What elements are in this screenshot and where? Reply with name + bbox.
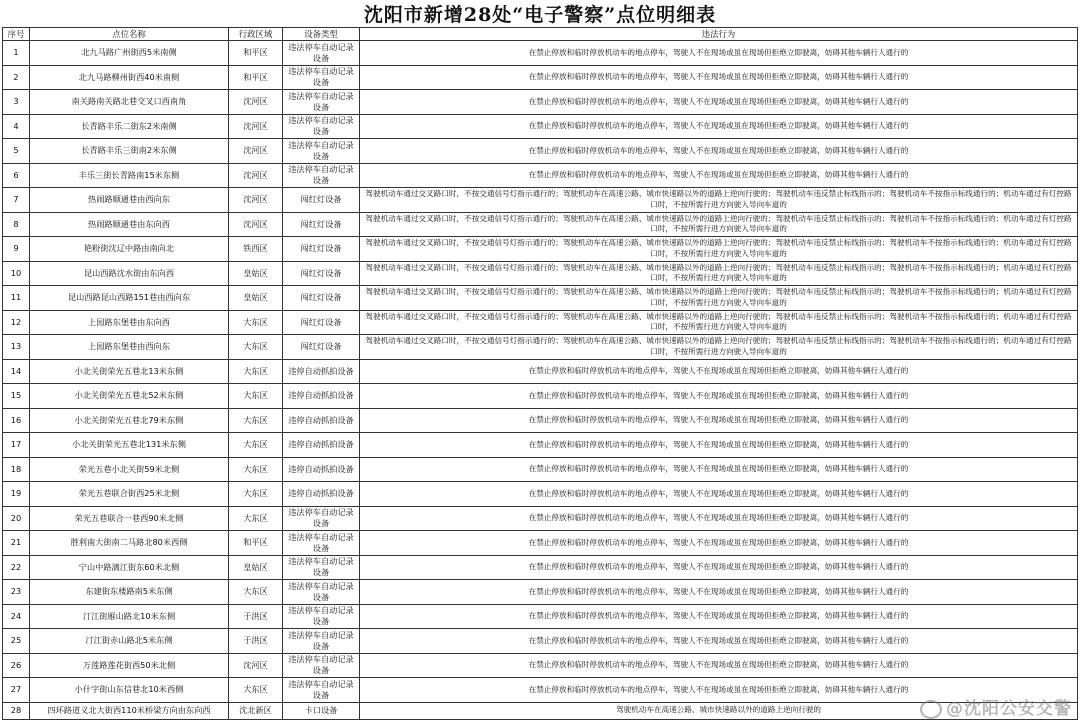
row-district: 皇姑区 <box>229 555 283 580</box>
table-row <box>3 90 1078 115</box>
table-row <box>3 531 1078 556</box>
row-location: 北九马路柳州街西40米南侧 <box>30 65 229 90</box>
row-number: 26 <box>3 653 30 678</box>
row-district: 皇姑区 <box>229 286 283 311</box>
row-device: 违法停车自动记录设备 <box>283 139 360 164</box>
row-violation: 在禁止停放和临时停放机动车的地点停车，驾驶人不在现场或虽在现场但拒绝立即驶离，妨碍其他车辆行人通行的 <box>360 163 1078 188</box>
row-number: 21 <box>3 531 30 556</box>
table-row <box>3 114 1078 139</box>
row-violation: 在禁止停放和临时停放机动车的地点停车，驾驶人不在现场或虽在现场但拒绝立即驶离，妨碍其他车辆行人通行的 <box>360 384 1078 409</box>
row-violation: 驾驶机动车通过交叉路口时，不按交通信号灯指示通行的；驾驶机动车在高速公路、城市快速路以外的道路上逆向行驶的；驾驶机动车违反禁止标线指示的；驾驶机动车不按指示标线通行的；机动车通过有灯控路口时，不按所需行进方向驶入导向车道的 <box>360 237 1078 262</box>
row-district: 大东区 <box>229 580 283 605</box>
row-district: 铁西区 <box>229 237 283 262</box>
row-district: 大东区 <box>229 678 283 703</box>
row-location: 热闹路顺通巷由东向西 <box>30 212 229 237</box>
row-district: 沈河区 <box>229 188 283 213</box>
table-row <box>3 384 1078 409</box>
row-device: 违法停车自动记录设备 <box>283 90 360 115</box>
row-device: 违法停车自动记录设备 <box>283 604 360 629</box>
row-location: 长青路丰乐三街南2米东侧 <box>30 139 229 164</box>
header-no: 序号 <box>3 28 30 41</box>
row-device: 违法停车自动记录设备 <box>283 506 360 531</box>
row-location: 小北关街荣光五巷北131米东侧 <box>30 433 229 458</box>
row-device: 闯红灯设备 <box>283 286 360 311</box>
row-device: 违法停车自动记录设备 <box>283 580 360 605</box>
row-district: 沈河区 <box>229 212 283 237</box>
row-violation: 在禁止停放和临时停放机动车的地点停车，驾驶人不在现场或虽在现场但拒绝立即驶离，妨碍其他车辆行人通行的 <box>360 580 1078 605</box>
row-number: 22 <box>3 555 30 580</box>
table-row <box>3 65 1078 90</box>
row-violation: 在禁止停放和临时停放机动车的地点停车，驾驶人不在现场或虽在现场但拒绝立即驶离，妨碍其他车辆行人通行的 <box>360 678 1078 703</box>
row-device: 违法停车自动记录设备 <box>283 678 360 703</box>
row-location: 南关路南关路北巷交叉口西南角 <box>30 90 229 115</box>
row-district: 大东区 <box>229 359 283 384</box>
row-location: 艳粉街沈辽中路由南向北 <box>30 237 229 262</box>
weibo-icon <box>920 700 942 719</box>
row-device: 违法停车自动记录设备 <box>283 531 360 556</box>
row-violation: 在禁止停放和临时停放机动车的地点停车，驾驶人不在现场或虽在现场但拒绝立即驶离，妨碍其他车辆行人通行的 <box>360 90 1078 115</box>
row-district: 沈河区 <box>229 114 283 139</box>
row-district: 大东区 <box>229 482 283 507</box>
row-location: 小北关街荣光五巷北79米东侧 <box>30 408 229 433</box>
table-row <box>3 261 1078 286</box>
row-number: 19 <box>3 482 30 507</box>
row-location: 昆山西路沈水街由东向西 <box>30 261 229 286</box>
row-number: 1 <box>3 41 30 66</box>
table-row <box>3 580 1078 605</box>
row-district: 大东区 <box>229 310 283 335</box>
row-device: 闯红灯设备 <box>283 261 360 286</box>
row-number: 13 <box>3 335 30 360</box>
header-district: 行政区域 <box>229 28 283 41</box>
row-number: 28 <box>3 702 30 719</box>
table-row <box>3 359 1078 384</box>
page-title: 沈阳市新增28处“电子警察”点位明细表 <box>363 4 717 26</box>
row-district: 大东区 <box>229 384 283 409</box>
row-violation: 在禁止停放和临时停放机动车的地点停车，驾驶人不在现场或虽在现场但拒绝立即驶离，妨碍其他车辆行人通行的 <box>360 139 1078 164</box>
row-device: 违停自动抓拍设备 <box>283 482 360 507</box>
row-district: 大东区 <box>229 335 283 360</box>
row-violation: 在禁止停放和临时停放机动车的地点停车，驾驶人不在现场或虽在现场但拒绝立即驶离，妨碍其他车辆行人通行的 <box>360 408 1078 433</box>
table-row <box>3 188 1078 213</box>
table-row <box>3 139 1078 164</box>
row-device: 闯红灯设备 <box>283 310 360 335</box>
table-row <box>3 482 1078 507</box>
row-district: 沈河区 <box>229 653 283 678</box>
row-violation: 在禁止停放和临时停放机动车的地点停车，驾驶人不在现场或虽在现场但拒绝立即驶离，妨碍其他车辆行人通行的 <box>360 457 1078 482</box>
row-location: 汀江街赤山路北5米东侧 <box>30 629 229 654</box>
row-violation: 在禁止停放和临时停放机动车的地点停车，驾驶人不在现场或虽在现场但拒绝立即驶离，妨碍其他车辆行人通行的 <box>360 555 1078 580</box>
row-violation: 在禁止停放和临时停放机动车的地点停车，驾驶人不在现场或虽在现场但拒绝立即驶离，妨碍其他车辆行人通行的 <box>360 604 1078 629</box>
table-row <box>3 678 1078 703</box>
table-row <box>3 653 1078 678</box>
row-number: 25 <box>3 629 30 654</box>
row-location: 四环路道义北大街西110米桥梁方向由东向西 <box>30 702 229 719</box>
row-violation: 驾驶机动车通过交叉路口时，不按交通信号灯指示通行的；驾驶机动车在高速公路、城市快速路以外的道路上逆向行驶的；驾驶机动车违反禁止标线指示的；驾驶机动车不按指示标线通行的；机动车通过有灯控路口时，不按所需行进方向驶入导向车道的 <box>360 286 1078 311</box>
row-location: 东建街东楼路南5米东侧 <box>30 580 229 605</box>
row-violation: 驾驶机动车通过交叉路口时，不按交通信号灯指示通行的；驾驶机动车在高速公路、城市快速路以外的道路上逆向行驶的；驾驶机动车违反禁止标线指示的；驾驶机动车不按指示标线通行的；机动车通过有灯控路口时，不按所需行进方向驶入导向车道的 <box>360 188 1078 213</box>
row-location: 上园路东堡巷由东向西 <box>30 310 229 335</box>
row-number: 2 <box>3 65 30 90</box>
header-location: 点位名称 <box>30 28 229 41</box>
table-row <box>3 604 1078 629</box>
row-violation: 驾驶机动车通过交叉路口时，不按交通信号灯指示通行的；驾驶机动车在高速公路、城市快速路以外的道路上逆向行驶的；驾驶机动车违反禁止标线指示的；驾驶机动车不按指示标线通行的；机动车通过有灯控路口时，不按所需行进方向驶入导向车道的 <box>360 261 1078 286</box>
row-device: 闯红灯设备 <box>283 237 360 262</box>
row-location: 小什字街山东信巷北10米西侧 <box>30 678 229 703</box>
row-district: 沈河区 <box>229 139 283 164</box>
row-number: 3 <box>3 90 30 115</box>
row-device: 违法停车自动记录设备 <box>283 653 360 678</box>
row-number: 6 <box>3 163 30 188</box>
row-violation: 在禁止停放和临时停放机动车的地点停车，驾驶人不在现场或虽在现场但拒绝立即驶离，妨碍其他车辆行人通行的 <box>360 433 1078 458</box>
row-number: 8 <box>3 212 30 237</box>
row-device: 闯红灯设备 <box>283 212 360 237</box>
row-device: 违法停车自动记录设备 <box>283 163 360 188</box>
row-number: 15 <box>3 384 30 409</box>
table-row <box>3 408 1078 433</box>
row-device: 卡口设备 <box>283 702 360 719</box>
row-violation: 在禁止停放和临时停放机动车的地点停车，驾驶人不在现场或虽在现场但拒绝立即驶离，妨碍其他车辆行人通行的 <box>360 482 1078 507</box>
row-location: 长青路丰乐二街东2米南侧 <box>30 114 229 139</box>
row-violation: 驾驶机动车通过交叉路口时，不按交通信号灯指示通行的；驾驶机动车在高速公路、城市快速路以外的道路上逆向行驶的；驾驶机动车违反禁止标线指示的；驾驶机动车不按指示标线通行的；机动车通过有灯控路口时，不按所需行进方向驶入导向车道的 <box>360 212 1078 237</box>
row-device: 违停自动抓拍设备 <box>283 408 360 433</box>
row-violation: 在禁止停放和临时停放机动车的地点停车，驾驶人不在现场或虽在现场但拒绝立即驶离，妨碍其他车辆行人通行的 <box>360 359 1078 384</box>
row-device: 闯红灯设备 <box>283 335 360 360</box>
table-body <box>3 41 1078 720</box>
table-row <box>3 702 1078 719</box>
row-device: 违法停车自动记录设备 <box>283 629 360 654</box>
row-device: 违法停车自动记录设备 <box>283 65 360 90</box>
row-violation: 在禁止停放和临时停放机动车的地点停车，驾驶人不在现场或虽在现场但拒绝立即驶离，妨碍其他车辆行人通行的 <box>360 506 1078 531</box>
row-number: 9 <box>3 237 30 262</box>
row-district: 大东区 <box>229 457 283 482</box>
row-district: 于洪区 <box>229 629 283 654</box>
table-row <box>3 310 1078 335</box>
row-device: 违法停车自动记录设备 <box>283 555 360 580</box>
row-device: 违法停车自动记录设备 <box>283 41 360 66</box>
row-device: 闯红灯设备 <box>283 188 360 213</box>
table-row <box>3 457 1078 482</box>
row-number: 27 <box>3 678 30 703</box>
row-location: 荣光五巷小北关街59米北侧 <box>30 457 229 482</box>
row-number: 18 <box>3 457 30 482</box>
row-violation: 驾驶机动车通过交叉路口时，不按交通信号灯指示通行的；驾驶机动车在高速公路、城市快速路以外的道路上逆向行驶的；驾驶机动车违反禁止标线指示的；驾驶机动车不按指示标线通行的；机动车通过有灯控路口时，不按所需行进方向驶入导向车道的 <box>360 310 1078 335</box>
row-district: 和平区 <box>229 65 283 90</box>
watermark <box>920 694 1072 719</box>
row-district: 大东区 <box>229 408 283 433</box>
row-number: 10 <box>3 261 30 286</box>
header-device: 设备类型 <box>283 28 360 41</box>
table-row <box>3 286 1078 311</box>
table-row <box>3 335 1078 360</box>
row-location: 万莲路莲花街西50米北侧 <box>30 653 229 678</box>
table-header-row <box>3 28 1078 41</box>
row-number: 23 <box>3 580 30 605</box>
table-row <box>3 237 1078 262</box>
row-violation: 在禁止停放和临时停放机动车的地点停车，驾驶人不在现场或虽在现场但拒绝立即驶离，妨碍其他车辆行人通行的 <box>360 653 1078 678</box>
row-location: 热闹路顺通巷由西向东 <box>30 188 229 213</box>
row-number: 4 <box>3 114 30 139</box>
row-district: 于洪区 <box>229 604 283 629</box>
row-district: 沈北新区 <box>229 702 283 719</box>
row-number: 12 <box>3 310 30 335</box>
row-device: 违法停车自动记录设备 <box>283 114 360 139</box>
row-device: 违停自动抓拍设备 <box>283 384 360 409</box>
table-row <box>3 433 1078 458</box>
row-violation: 在禁止停放和临时停放机动车的地点停车，驾驶人不在现场或虽在现场但拒绝立即驶离，妨碍其他车辆行人通行的 <box>360 629 1078 654</box>
row-location: 荣光五巷联合街西25米北侧 <box>30 482 229 507</box>
row-violation: 在禁止停放和临时停放机动车的地点停车，驾驶人不在现场或虽在现场但拒绝立即驶离，妨碍其他车辆行人通行的 <box>360 41 1078 66</box>
table-row <box>3 555 1078 580</box>
row-location: 小北关街荣光五巷北52米东侧 <box>30 384 229 409</box>
watermark-text: @沈阳公安交警 <box>946 699 1072 719</box>
row-district: 大东区 <box>229 506 283 531</box>
row-violation: 驾驶机动车在高速公路、城市快速路以外的道路上逆向行驶的 <box>360 702 1078 719</box>
row-number: 14 <box>3 359 30 384</box>
row-violation: 在禁止停放和临时停放机动车的地点停车，驾驶人不在现场或虽在现场但拒绝立即驶离，妨碍其他车辆行人通行的 <box>360 531 1078 556</box>
row-device: 违停自动抓拍设备 <box>283 433 360 458</box>
row-location: 丰乐三街长青路南15米东侧 <box>30 163 229 188</box>
row-violation: 在禁止停放和临时停放机动车的地点停车，驾驶人不在现场或虽在现场但拒绝立即驶离，妨碍其他车辆行人通行的 <box>360 65 1078 90</box>
row-district: 和平区 <box>229 41 283 66</box>
table-row <box>3 212 1078 237</box>
table-row <box>3 163 1078 188</box>
row-device: 违停自动抓拍设备 <box>283 457 360 482</box>
row-location: 昆山西路昆山西路151巷由西向东 <box>30 286 229 311</box>
row-location: 上园路东堡巷由西向东 <box>30 335 229 360</box>
table-row <box>3 41 1078 66</box>
row-number: 7 <box>3 188 30 213</box>
row-district: 沈河区 <box>229 163 283 188</box>
row-device: 违停自动抓拍设备 <box>283 359 360 384</box>
row-location: 宁山中路漓江街东60米北侧 <box>30 555 229 580</box>
detail-table <box>2 27 1078 720</box>
table-row <box>3 629 1078 654</box>
row-number: 16 <box>3 408 30 433</box>
row-district: 和平区 <box>229 531 283 556</box>
row-number: 24 <box>3 604 30 629</box>
row-district: 大东区 <box>229 433 283 458</box>
row-location: 汀江街雁山路北10米东侧 <box>30 604 229 629</box>
row-number: 11 <box>3 286 30 311</box>
row-number: 17 <box>3 433 30 458</box>
row-location: 北九马路广州街西5米南侧 <box>30 41 229 66</box>
row-number: 5 <box>3 139 30 164</box>
row-district: 皇姑区 <box>229 261 283 286</box>
row-location: 小北关街荣光五巷北13米东侧 <box>30 359 229 384</box>
table-row <box>3 506 1078 531</box>
row-violation: 驾驶机动车通过交叉路口时，不按交通信号灯指示通行的；驾驶机动车在高速公路、城市快速路以外的道路上逆向行驶的；驾驶机动车违反禁止标线指示的；驾驶机动车不按指示标线通行的；机动车通过有灯控路口时，不按所需行进方向驶入导向车道的 <box>360 335 1078 360</box>
row-location: 胜利南大街南二马路北80米西侧 <box>30 531 229 556</box>
row-violation: 在禁止停放和临时停放机动车的地点停车，驾驶人不在现场或虽在现场但拒绝立即驶离，妨碍其他车辆行人通行的 <box>360 114 1078 139</box>
row-district: 沈河区 <box>229 90 283 115</box>
row-number: 20 <box>3 506 30 531</box>
row-location: 荣光五巷联合一巷西90米北侧 <box>30 506 229 531</box>
header-violation: 违法行为 <box>360 28 1078 41</box>
